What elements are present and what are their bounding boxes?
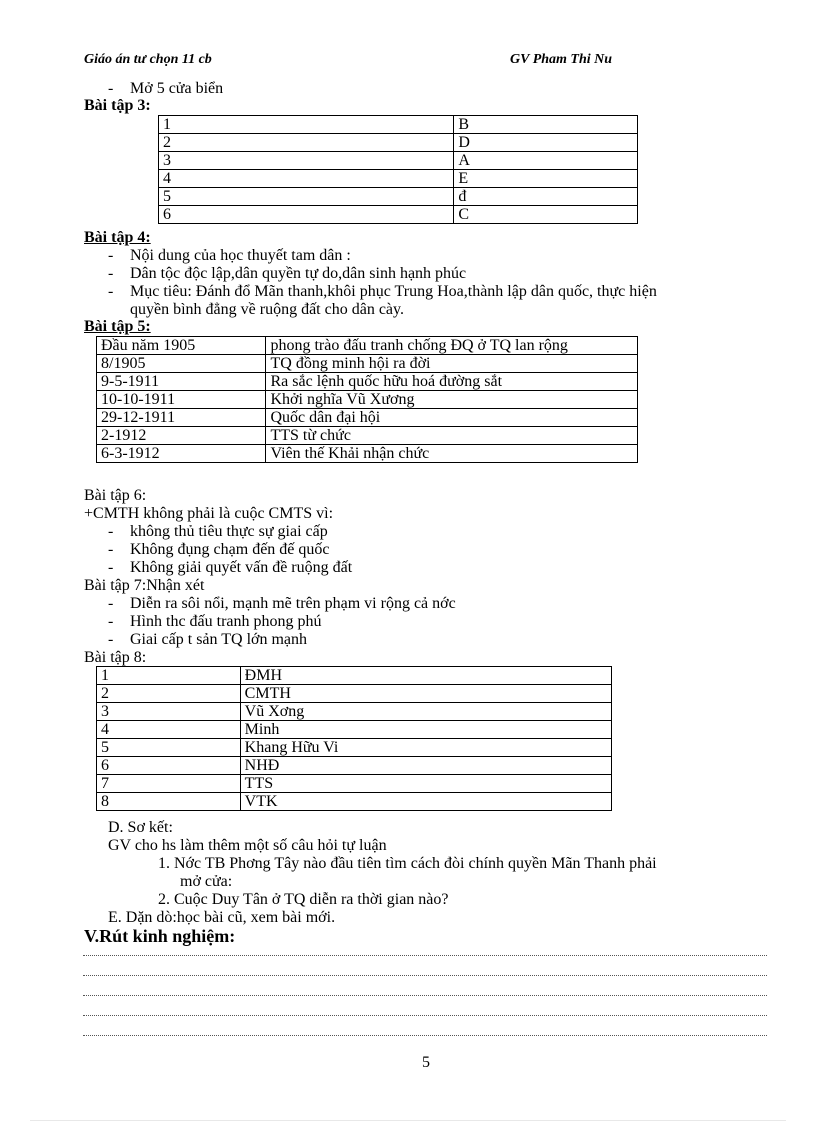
list-item: - Mục tiêu: Đánh đổ Mãn thanh,khôi phục Trung Hoa,thành lập dân quốc, thực hiện xyxy=(108,283,657,300)
table-row xyxy=(159,170,638,188)
ex6-title: Bài tập 6: xyxy=(84,487,147,504)
page-divider xyxy=(30,1120,786,1121)
table-cell: TTS từ chức xyxy=(266,427,638,445)
list-item-text: Nội dung của học thuyết tam dân : xyxy=(130,247,351,264)
dotted-line xyxy=(83,955,767,956)
dotted-line xyxy=(83,1035,767,1036)
list-item: - Giai cấp t sản TQ lớn mạnh xyxy=(108,631,308,648)
dotted-line xyxy=(83,975,767,976)
table-cell: Quốc dân đại hội xyxy=(266,409,638,427)
table-cell: phong trào đấu tranh chống ĐQ ở TQ lan rộng xyxy=(266,337,638,355)
table-cell: A xyxy=(454,152,638,170)
table-row xyxy=(97,355,638,373)
ex8-title: Bài tập 8: xyxy=(84,649,147,666)
homework-line: E. Dặn dò:học bài cũ, xem bài mới. xyxy=(108,909,336,926)
table-cell: 5 xyxy=(159,188,454,206)
dotted-line xyxy=(83,1015,767,1016)
table-cell: 10-10-1911 xyxy=(97,391,266,409)
summary-title: D. Sơ kết: xyxy=(108,819,173,836)
header-right: GV Pham Thi Nu xyxy=(510,52,613,67)
table-cell: Đầu năm 1905 xyxy=(97,337,266,355)
table-row xyxy=(159,188,638,206)
intro-line: - Mở 5 cửa biển xyxy=(108,80,224,97)
table-cell: Viên thế Khải nhận chức xyxy=(266,445,638,463)
list-item-continuation: quyền bình đẳng về ruộng đất cho dân cày. xyxy=(130,301,404,318)
table-row xyxy=(97,721,612,739)
table-cell: TTS xyxy=(240,775,611,793)
table-cell: 2 xyxy=(159,134,454,152)
table-row xyxy=(97,775,612,793)
table-cell: 29-12-1911 xyxy=(97,409,266,427)
table-cell: 4 xyxy=(97,721,241,739)
table-cell: 6 xyxy=(159,206,454,224)
ex4-title: Bài tập 4: xyxy=(84,229,151,246)
table-cell: TQ đồng minh hội ra đời xyxy=(266,355,638,373)
table-cell: 6 xyxy=(97,757,241,775)
table-cell: 5 xyxy=(97,739,241,757)
list-item: - Dân tộc độc lập,dân quyền tự do,dân sinh hạnh phúc xyxy=(108,265,467,282)
table-cell: NHĐ xyxy=(240,757,611,775)
table-row xyxy=(97,757,612,775)
ex5-table xyxy=(96,336,638,463)
table-cell: CMTH xyxy=(240,685,611,703)
table-cell: B xyxy=(454,116,638,134)
table-cell: Khởi nghĩa Vũ Xương xyxy=(266,391,638,409)
table-row xyxy=(97,373,638,391)
question-1: 1. Nớc TB Phơng Tây nào đầu tiên tìm cách đòi chính quyền Mãn Thanh phải xyxy=(158,855,657,872)
list-item-text: Hình thc đấu tranh phong phú xyxy=(130,613,322,630)
summary-gv-line: GV cho hs làm thêm một số câu hỏi tự luận xyxy=(108,837,387,854)
table-row xyxy=(97,685,612,703)
ex6-lead: +CMTH không phải là cuộc CMTS vì: xyxy=(84,505,334,522)
list-item-text: Mục tiêu: Đánh đổ Mãn thanh,khôi phục Trung Hoa,thành lập dân quốc, thực hiện xyxy=(130,283,657,300)
list-item: - Không giải quyết vấn đề ruộng đất xyxy=(108,559,353,576)
list-item-text: Giai cấp t sản TQ lớn mạnh xyxy=(130,631,308,648)
table-cell: 2-1912 xyxy=(97,427,266,445)
table-cell: 1 xyxy=(159,116,454,134)
table-cell: 6-3-1912 xyxy=(97,445,266,463)
table-cell: ĐMH xyxy=(240,667,611,685)
list-item-text: không thủ tiêu thực sự giai cấp xyxy=(130,523,328,540)
table-cell: 7 xyxy=(97,775,241,793)
table-cell: 4 xyxy=(159,170,454,188)
dotted-line xyxy=(83,995,767,996)
list-item: - Diễn ra sôi nổi, mạnh mẽ trên phạm vi rộng cả nớc xyxy=(108,595,456,612)
table-row xyxy=(97,793,612,811)
intro-line-text: Mở 5 cửa biển xyxy=(130,80,224,97)
page-number: 5 xyxy=(422,1054,430,1071)
header-left: Giáo án tư chọn 11 cb xyxy=(84,52,212,67)
list-item: - không thủ tiêu thực sự giai cấp xyxy=(108,523,328,540)
table-cell: 8/1905 xyxy=(97,355,266,373)
list-item-text: Dân tộc độc lập,dân quyền tự do,dân sinh hạnh phúc xyxy=(130,265,467,282)
question-1-cont: mở cửa: xyxy=(180,873,233,890)
section-title: V.Rút kinh nghiệm: xyxy=(84,926,236,946)
table-row xyxy=(159,134,638,152)
table-cell: VTK xyxy=(240,793,611,811)
table-row xyxy=(97,703,612,721)
table-row xyxy=(159,152,638,170)
table-cell: 2 xyxy=(97,685,241,703)
table-row xyxy=(97,445,638,463)
ex7-title: Bài tập 7:Nhận xét xyxy=(84,577,205,594)
table-cell: Ra sắc lệnh quốc hữu hoá đường sắt xyxy=(266,373,638,391)
list-item-text: Không đụng chạm đến đế quốc xyxy=(130,541,330,558)
table-cell: E xyxy=(454,170,638,188)
question-2: 2. Cuộc Duy Tân ở TQ diễn ra thời gian nào? xyxy=(158,891,449,908)
table-cell: 3 xyxy=(159,152,454,170)
table-cell: 9-5-1911 xyxy=(97,373,266,391)
list-item: - Nội dung của học thuyết tam dân : xyxy=(108,247,351,264)
table-row xyxy=(159,206,638,224)
table-row xyxy=(97,739,612,757)
table-cell: đ xyxy=(454,188,638,206)
table-cell: Minh xyxy=(240,721,611,739)
list-item: - Hình thc đấu tranh phong phú xyxy=(108,613,322,630)
table-cell: C xyxy=(454,206,638,224)
ex3-title: Bài tập 3: xyxy=(84,97,151,114)
list-item-text: Diễn ra sôi nổi, mạnh mẽ trên phạm vi rộng cả nớc xyxy=(130,595,456,612)
list-item: - Không đụng chạm đến đế quốc xyxy=(108,541,330,558)
table-row xyxy=(97,667,612,685)
ex3-table xyxy=(158,115,638,224)
table-row xyxy=(97,409,638,427)
table-row xyxy=(97,391,638,409)
list-item-text: Không giải quyết vấn đề ruộng đất xyxy=(130,559,353,576)
ex5-title: Bài tập 5: xyxy=(84,318,151,335)
ex8-table xyxy=(96,666,612,811)
table-row xyxy=(97,427,638,445)
table-cell: Khang Hữu Vi xyxy=(240,739,611,757)
table-row xyxy=(97,337,638,355)
table-cell: 1 xyxy=(97,667,241,685)
table-cell: 3 xyxy=(97,703,241,721)
table-cell: D xyxy=(454,134,638,152)
table-cell: 8 xyxy=(97,793,241,811)
table-row xyxy=(159,116,638,134)
table-cell: Vũ Xơng xyxy=(240,703,611,721)
